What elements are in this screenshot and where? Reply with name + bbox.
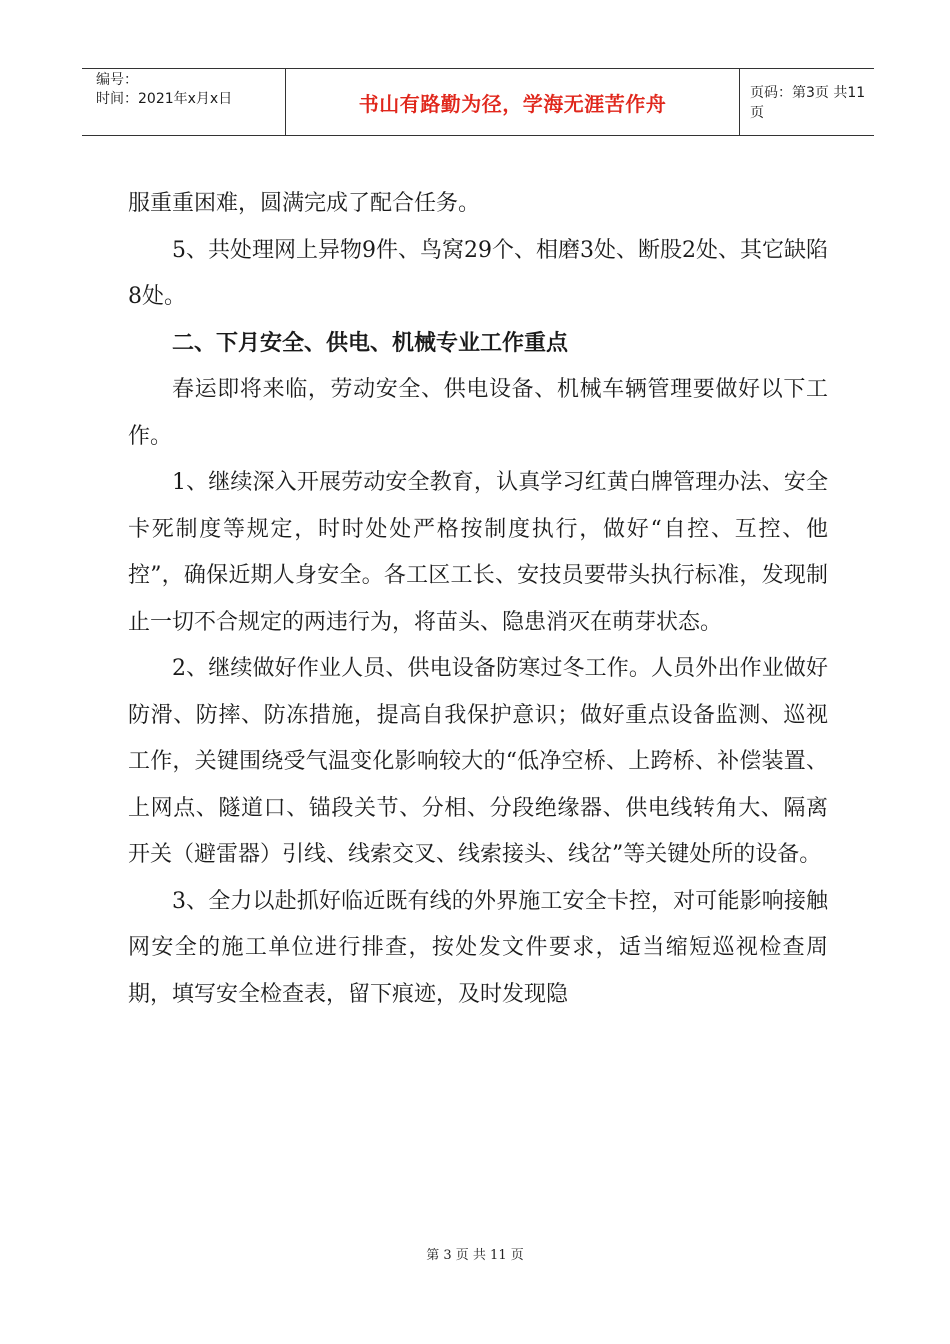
serial-number-label: 编号： bbox=[96, 72, 138, 88]
date-label: 时间：2021年x月x日 bbox=[96, 91, 233, 107]
header-meta bbox=[82, 69, 286, 135]
header-motto: 书山有路勤为径，学海无涯苦作舟 bbox=[358, 91, 667, 116]
header-page-info-cell bbox=[740, 69, 874, 135]
page-footer: 第 3 页 共 11 页 bbox=[426, 1248, 524, 1263]
document-body bbox=[128, 181, 828, 1018]
section-heading: 二、下月安全、供电、机械专业工作重点 bbox=[172, 330, 569, 356]
header-page-info: 页码：第3页 共11页 bbox=[750, 85, 866, 121]
header-motto-cell bbox=[286, 69, 740, 135]
page-header bbox=[82, 68, 874, 136]
paragraph-item-3: 3、全力以赴抓好临近既有线的外界施工安全卡控，对可能影响接触网安全的施工单位进行排查，按处发文件要求，适当缩短巡视检查周期，填写安全检查表，留下痕迹，及时发现隐 bbox=[128, 888, 828, 1007]
paragraph-item-1: 1、继续深入开展劳动安全教育，认真学习红黄白牌管理办法、安全卡死制度等规定，时时处处严格按制度执行，做好“自控、互控、他控”，确保近期人身安全。各工区工长、安技员要带头执行标准，发现制止一切不合规定的两违行为，将苗头、隐患消灭在萌芽状态。 bbox=[128, 470, 828, 635]
paragraph-item-2: 2、继续做好作业人员、供电设备防寒过冬工作。人员外出作业做好防滑、防摔、防冻措施，提高自我保护意识；做好重点设备监测、巡视工作，关键围绕受气温变化影响较大的“低净空桥、上跨桥、补偿装置、上网点、隧道口、锚段关节、分相、分段绝缘器、供电线转角大、隔离开关（避雷器）引线、线索交叉、线索接头、线岔”等关键处所的设备。 bbox=[128, 656, 828, 867]
paragraph-continuation: 服重重困难，圆满完成了配合任务。 bbox=[128, 191, 481, 216]
paragraph-item-5: 5、共处理网上异物9件、鸟窝29个、相磨3处、断股2处、其它缺陷8处。 bbox=[128, 237, 828, 309]
paragraph-intro: 春运即将来临，劳动安全、供电设备、机械车辆管理要做好以下工作。 bbox=[128, 377, 828, 449]
